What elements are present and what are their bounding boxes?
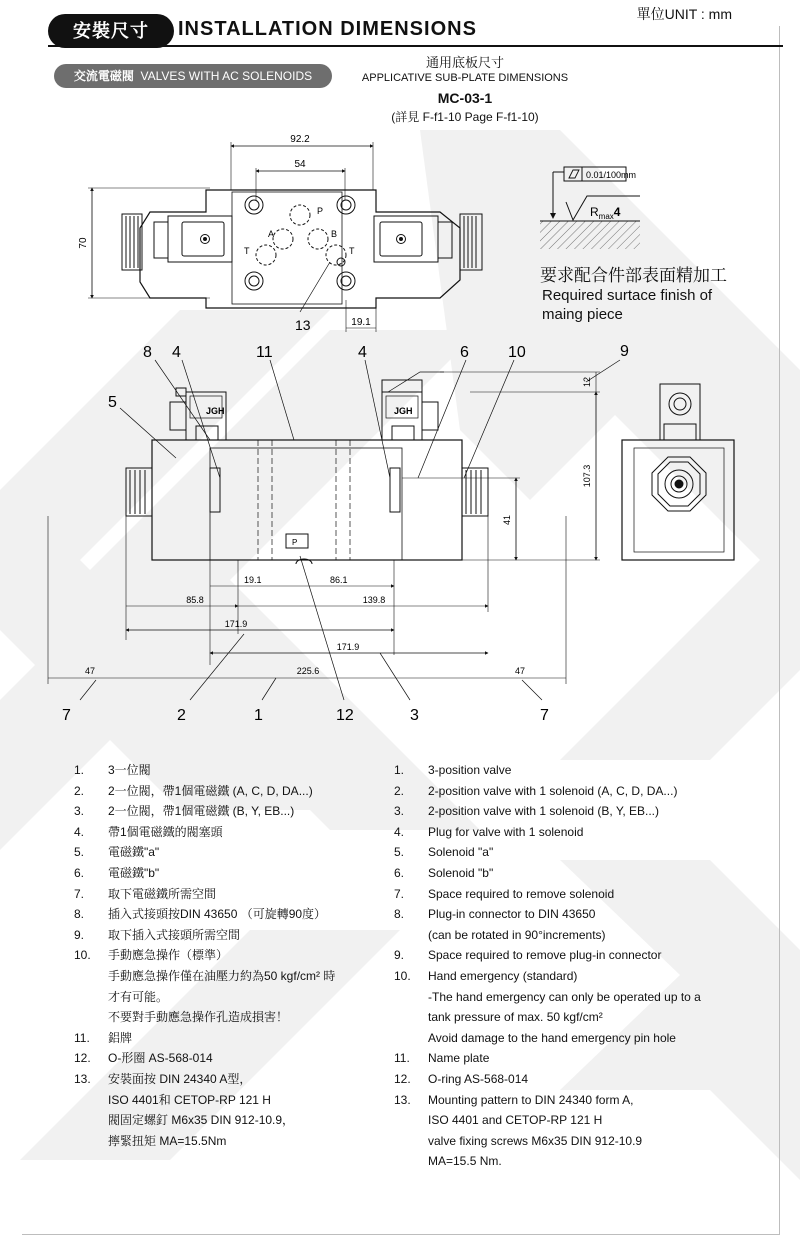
list-item <box>74 966 394 987</box>
list-item <box>74 904 394 925</box>
list-item-text: Space required to remove plug-in connector <box>428 948 662 963</box>
list-item-text: O-形圈 AS-568-014 <box>108 1051 213 1066</box>
dim-92: 92.2 <box>290 134 310 145</box>
list-item <box>394 925 774 946</box>
list-item <box>394 884 774 905</box>
list-item-text: -The hand emergency can only be operated up to a <box>428 989 701 1004</box>
list-item <box>74 1131 394 1152</box>
list-item-number: 3. <box>74 804 85 819</box>
callout-9: 9 <box>620 343 629 360</box>
list-item-text: MA=15.5 Nm. <box>428 1154 502 1169</box>
callout-12: 12 <box>336 707 354 724</box>
list-item-text: 插入式接頭按DIN 43650 （可旋轉90度） <box>108 907 327 922</box>
port-t-right: T <box>349 246 355 256</box>
list-item-number: 4. <box>74 824 85 839</box>
list-item-text: 手動應急操作（標準） <box>108 948 229 963</box>
surface-note-en-line2: maing piece <box>542 306 623 323</box>
list-item-text: 閥固定螺釘 M6x35 DIN 912-10.9， <box>108 1113 295 1128</box>
list-item-number: 9. <box>394 948 405 963</box>
dim-70: 70 <box>78 237 89 249</box>
dim-171-lower: 171.9 <box>336 642 360 652</box>
list-item-number: 7. <box>74 886 85 901</box>
callout-6: 6 <box>460 344 469 361</box>
list-item <box>394 1110 774 1131</box>
list-item <box>394 904 774 925</box>
list-item <box>394 945 774 966</box>
list-item-text: 才有可能。 <box>108 989 169 1004</box>
list-item <box>74 760 394 781</box>
list-item-text: Hand emergency (standard) <box>428 968 578 983</box>
port-a: A <box>268 229 275 239</box>
nameplate-left: JGH <box>206 406 225 416</box>
list-item-number: 6. <box>394 865 405 880</box>
nameplate-right: JGH <box>394 406 413 416</box>
list-item <box>74 822 394 843</box>
list-item <box>74 801 394 822</box>
list-item-text: Plug for valve with 1 solenoid <box>428 824 584 839</box>
list-item-text: (can be rotated in 90°increments) <box>428 927 606 942</box>
list-item-text: 取下電磁鐵所需空間 <box>108 886 217 901</box>
callout-1: 1 <box>254 707 263 724</box>
dim-139: 139.8 <box>362 595 386 605</box>
list-item-text: 鋁牌 <box>108 1030 133 1045</box>
list-item-number: 5. <box>394 845 405 860</box>
dim-47-right: 47 <box>514 666 526 676</box>
list-item <box>394 801 774 822</box>
list-item-text: 3一位閥 <box>108 763 151 777</box>
list-item-text: 帶1個電磁鐵的閥塞頭 <box>108 824 223 839</box>
callout-7-left: 7 <box>62 707 71 724</box>
parts-list-en <box>394 760 774 1172</box>
list-item-number: 8. <box>394 907 405 922</box>
list-item <box>74 781 394 802</box>
list-item-text: Mounting pattern to DIN 24340 form A, <box>428 1092 634 1107</box>
list-item-text: 3-position valve <box>428 763 512 777</box>
list-item <box>394 1090 774 1111</box>
roughness-value <box>590 205 621 221</box>
list-item <box>394 1007 774 1028</box>
list-item-number: 13. <box>394 1092 411 1107</box>
subtitle-en: VALVES WITH AC SOLENOIDS <box>140 69 313 83</box>
surface-note-zh: 要求配合件部表面精加工 <box>540 266 727 285</box>
list-item <box>394 760 774 781</box>
list-item <box>74 925 394 946</box>
list-item <box>74 842 394 863</box>
list-item <box>394 1028 774 1049</box>
list-item-text: Plug-in connector to DIN 43650 <box>428 907 596 922</box>
list-item-number: 7. <box>394 886 405 901</box>
roughness-r: R <box>590 205 599 219</box>
list-item <box>394 1069 774 1090</box>
list-item <box>74 1007 394 1028</box>
list-item-text: Avoid damage to the hand emergency pin hole <box>428 1030 676 1045</box>
list-item-text: O-ring AS-568-014 <box>428 1071 529 1086</box>
callout-11: 11 <box>256 344 273 361</box>
list-item <box>394 987 774 1008</box>
list-item-number: 4. <box>394 824 405 839</box>
list-item-number: 11. <box>74 1030 90 1045</box>
callout-3: 3 <box>410 707 419 724</box>
flatness-value: 0.01/100mm <box>586 170 637 180</box>
port-t-left: T <box>244 246 250 256</box>
list-item-text: 不要對手動應急操作孔造成損害！ <box>108 1010 289 1025</box>
dim-107: 107.3 <box>582 464 592 488</box>
dim-86: 86.1 <box>330 575 348 585</box>
dim-19: 19.1 <box>351 317 371 328</box>
list-item-text: 電磁鐵"b" <box>108 865 160 880</box>
top-view <box>88 142 482 332</box>
list-item-number: 2. <box>394 783 405 798</box>
list-item <box>74 945 394 966</box>
dim-41: 41 <box>502 514 512 526</box>
surface-note-en-line1: Required surtace finish of <box>542 287 713 304</box>
list-item-text: 2-position valve with 1 solenoid (A, C, D, DA...) <box>428 783 678 798</box>
list-item <box>74 863 394 884</box>
dim-225: 225.6 <box>296 666 320 676</box>
port-b: B <box>331 229 338 239</box>
list-item-text: Solenoid "a" <box>428 845 494 860</box>
title-badge-zh: 安裝尺寸 <box>48 14 174 48</box>
list-item <box>394 781 774 802</box>
list-item-text: 取下插入式接頭所需空間 <box>108 927 241 942</box>
page-title: INSTALLATION DIMENSIONS <box>178 18 477 40</box>
callout-4-left: 4 <box>172 344 181 361</box>
callout-13: 13 <box>295 317 311 333</box>
list-item-text: 電磁鐵"a" <box>108 845 160 860</box>
port-mark-p: P <box>292 538 298 547</box>
list-item-text: Solenoid "b" <box>428 865 494 880</box>
callout-5: 5 <box>108 394 117 411</box>
list-item-number: 10. <box>394 968 411 983</box>
dim-47-left: 47 <box>84 666 96 676</box>
list-item-number: 5. <box>74 845 85 860</box>
list-item <box>74 1069 394 1090</box>
unit-label: 單位UNIT : mm <box>636 6 732 22</box>
list-item <box>394 822 774 843</box>
dim-54: 54 <box>294 159 306 170</box>
list-item <box>394 842 774 863</box>
list-item <box>74 1028 394 1049</box>
list-item <box>394 863 774 884</box>
subplate-title-zh: 通用底板尺寸 <box>425 55 504 70</box>
callout-8: 8 <box>143 344 152 361</box>
list-item-number: 10. <box>74 948 91 963</box>
roughness-num: 4 <box>613 205 621 219</box>
list-item-text: 2一位閥，帶1個電磁鐵 (B, Y, EB...) <box>108 804 295 819</box>
list-item-number: 2. <box>74 783 85 798</box>
list-item-text: tank pressure of max. 50 kgf/cm² <box>428 1010 603 1025</box>
list-item <box>394 1131 774 1152</box>
list-item-number: 9. <box>74 927 85 942</box>
list-item-text: 安裝面按 DIN 24340 A型， <box>108 1071 252 1086</box>
dim-171-upper: 171.9 <box>224 619 248 629</box>
parts-list-zh <box>74 760 394 1151</box>
list-item-text: Name plate <box>428 1051 490 1066</box>
list-item-number: 13. <box>74 1071 91 1086</box>
list-item-number: 11. <box>394 1051 410 1066</box>
dim-19-front: 19.1 <box>244 575 262 585</box>
list-item-text: 手動應急操作僅在油壓力約為50 kgf/cm² 時 <box>108 968 336 983</box>
list-item-number: 8. <box>74 907 85 922</box>
list-item-number: 1. <box>74 763 85 777</box>
dim-12: 12 <box>582 376 592 388</box>
list-item <box>394 1048 774 1069</box>
dim-85: 85.8 <box>186 595 204 605</box>
subtitle-zh: 交流電磁閥 <box>73 69 134 83</box>
list-item-number: 1. <box>394 763 405 777</box>
port-p: P <box>317 206 324 216</box>
list-item-text: valve fixing screws M6x35 DIN 912-10.9 <box>428 1133 643 1148</box>
list-item-number: 3. <box>394 804 405 819</box>
list-item <box>394 966 774 987</box>
subplate-reference: (詳見 F-f1-10 Page F-f1-10) <box>391 110 539 124</box>
callout-2: 2 <box>177 707 186 724</box>
roughness-sub: max <box>598 212 614 221</box>
list-item-text: 2一位閥，帶1個電磁鐵 (A, C, D, DA...) <box>108 783 313 798</box>
side-view <box>622 384 734 560</box>
list-item <box>74 1048 394 1069</box>
subplate-model: MC-03-1 <box>437 90 493 106</box>
list-item-text: 擰緊扭矩 MA=15.5Nm <box>108 1133 227 1148</box>
callout-10: 10 <box>508 344 526 361</box>
callout-7-right: 7 <box>540 707 549 724</box>
callout-4-right: 4 <box>358 344 367 361</box>
subplate-title-en: APPLICATIVE SUB-PLATE DIMENSIONS <box>361 72 569 84</box>
list-item-number: 12. <box>74 1051 91 1066</box>
list-item <box>394 1151 774 1172</box>
list-item <box>74 1110 394 1131</box>
list-item-number: 12. <box>394 1071 411 1086</box>
list-item <box>74 1090 394 1111</box>
list-item-number: 6. <box>74 865 85 880</box>
list-item-text: ISO 4401 and CETOP-RP 121 H <box>428 1113 603 1128</box>
front-view <box>48 360 620 700</box>
list-item-text: ISO 4401和 CETOP-RP 121 H <box>108 1092 271 1107</box>
list-item <box>74 884 394 905</box>
list-item-text: Space required to remove solenoid <box>428 886 615 901</box>
list-item <box>74 987 394 1008</box>
list-item-text: 2-position valve with 1 solenoid (B, Y, EB...) <box>428 804 660 819</box>
